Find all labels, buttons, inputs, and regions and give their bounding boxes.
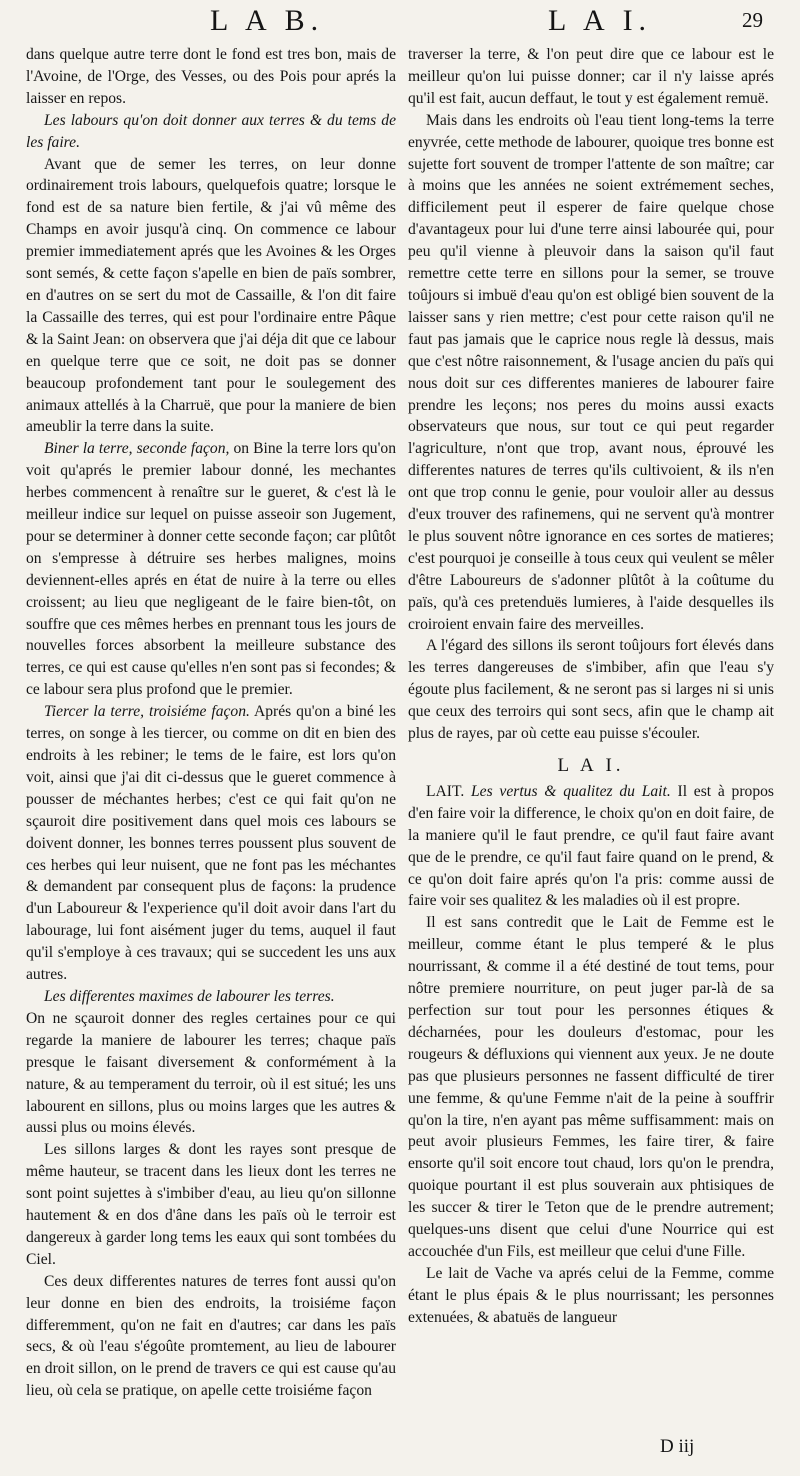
paragraph: Il est sans contredit que le Lait de Femme est le meilleur, comme étant le plus temperé & le plus nourrissant, & comme il a été destiné de tout tems, pour nôtre premiere nourriture, on peut juger par-là de sa perfection sur tout pour les personnes étiques & décharnées, pour les douleurs d'estomac, pour les rougeurs & défluxions qui viennent aux yeux. Je ne doute pas que plusieurs personnes ne fassent difficulté de tirer une femme, & qu'une Femme n'ait de la peine à souffrir qu'on la tire, n'en ayant pas même suffisamment: mais on peut avoir plusieurs Femmes, les faire tirer, & faire ensorte qu'il soit encore tout chaud, lors qu'on le prendra, quoique pourtant il est plus souverain aux phtisiques de les succer & tirer le Teton que de le prendre autrement; quelques-uns disent que celui d'une Nourrice qui est accouchée d'un Fils, est meilleur que celui d'une Fille. <box>408 914 774 1260</box>
paragraph <box>26 701 396 986</box>
paragraph: A l'égard des sillons ils seront toûjours fort élevés dans les terres dangereuses de s'imbiber, afin que l'eau s'y égoute plus facilement, & ne seront pas si larges ni si unis que ceux des terroirs qui sont secs, afin que le champ ait plus de rayes, par où cette eau puisse s'écouler. <box>408 637 774 743</box>
signature-mark: D iij <box>660 1436 695 1457</box>
lead-phrase: Tiercer la terre, troisiéme façon. <box>44 703 250 721</box>
running-header <box>0 4 800 44</box>
paragraph <box>26 438 396 701</box>
paragraph: traverser la terre, & l'on peut dire que ce labour est le meilleur qu'on lui puisse donner; car il n'y laisse aprés qu'il est fait, aucun deffaut, le tout y est également remuë. <box>408 46 774 107</box>
header-right-word: L A I. <box>548 4 653 37</box>
lead-phrase: Les vertus & qualitez du Lait. <box>464 782 671 800</box>
paragraph: Mais dans les endroits où l'eau tient long-tems la terre enyvrée, cette methode de labourer, quoique tres bonne est sujette fort souvent de tromper l'attente de son maître; car à moins que les années ne soient extrémement seches, difficilement peut il esperer de faire quelque chose d'avantageux pour lui d'une terre ainsi labourée qui, pour peu qu'il vienne à pleuvoir dans la saison qu'il faut remettre cette terre en sillons pour la semer, se trouve toûjours si imbuë d'eau qu'on est obligé bien souvent de la laisser sans y rien mettre; c'est pour cette raison qu'il ne faut pas jamais que le caprice nous regle là dessus, mais que c'est nôtre raisonnement, & l'usage ancien du païs qui nous doit sur ces differentes manieres de labourer faire prendre les leçons; nos peres du moins aussi exacts observateurs que nous, sur tout ce qui peut regarder l'agriculture, n'ont que trop, avant nous, éprouvé les differentes natures de terres qu'ils cultivoient, & ils n'en ont que trop connu le genie, pour vouloir aller au dessus d'eux trouver des rafinemens, qui ne servent qu'à montrer le plus souvent nôtre ignorance en ces sortes de matieres; c'est pourquoi je conseille à tous ceux qui veulent se mêler d'être Laboureurs de s'adonner plûtôt à la coûtume du païs, qu'à ces pretenduës lumieres, à l'aide desquelles ils croiroient envain faire des merveilles. <box>408 111 774 633</box>
page-number: 29 <box>742 8 763 32</box>
paragraph-text: on Bine la terre lors qu'on voit qu'aprés le premier labour donné, les mechantes herbes commencent à renaître sur le gueret, & c'est là le meilleur indice sur lequel on puisse asseoir son Jugement, pour se determiner à donner cette seconde façon; car plûtôt on s'empresse à détruire ses herbes malignes, moins deviennent-elles aprés en état de nuire à la terre ou elles croissent; au lieu que negligeant de le faire bien-tôt, on souffre que ces mêmes herbes en prennant tous les jours de nouvelles forces absorbent la meilleure substance des terres, ce qui est cause qu'elles n'en sont pas si fecondes; & ce labour sera plus profond que le premier. <box>26 440 397 699</box>
section-heading: L A I. <box>557 755 625 776</box>
right-text-column <box>408 44 774 1329</box>
paragraph-text: Aprés qu'on a biné les terres, on songe à les tiercer, ou comme on dit en bien des endroits à les rebiner; le tems de le faire, est lors qu'on voit, ainsi que j'ai dit ci-dessus que le gueret commence à pousser de méchantes herbes; c'est ce qui fait qu'on ne sçauroit dire positivement dans quel mois ces labours se doivent donner, les bonnes terres poussent plus souvent de ces herbes qui leur nuisent, que ne font pas les méchantes & demandent par consequent plus de façons: la prudence d'un Laboureur & l'experience qu'il doit avoir dans l'art du labourage, lui font aisément juger du tems, auquel il faut qu'il s'employe à ces travaux; qui se succedent les uns aux autres. <box>26 703 396 984</box>
paragraph-text: Il est à propos d'en faire voir la difference, le choix qu'on en doit faire, de la maniere qu'il le faut prendre, ce qu'il faut faire avant que de le prendre, ce qu'il faut faire quand on le prend, & ce qu'on doit faire aprés qu'on l'a pris: comme aussi de faire voir ses qualitez & les maladies où il est propre. <box>408 782 775 910</box>
lead-phrase: Biner la terre, seconde façon, <box>44 440 230 458</box>
subheading: Les labours qu'on doit donner aux terres & du tems de les faire. <box>26 111 396 151</box>
subheading: Les differentes maximes de labourer les terres. <box>44 987 335 1005</box>
paragraph: Le lait de Vache va aprés celui de la Femme, comme étant le plus épais & le plus nourrissant; les personnes extenuées, & abatuës de langueur <box>408 1264 774 1326</box>
paragraph: Avant que de semer les terres, on leur donne ordinairement trois labours, quelquefois quatre; lorsque le fond est de sa nature bien fertile, & j'ai vû même des Champs en avoir jusqu'à cinq. On commence ce labour premier immediatement aprés que les Avoines & les Orges sont semés, & cette façon s'apelle en bien de païs sombrer, en d'autres on se sert du mot de Cassaille, & l'on dit faire la Cassaille des terres, qui est pour l'ordinaire entre Pâque & la Saint Jean: on observera que j'ai déja dit que ce labour en quelque terre que ce soit, ne doit pas se donner beaucoup profondement tant pour le soulegement des animaux attellés à la Charruë, que pour la maniere de bien ameublir la terre dans la suite. <box>26 155 397 436</box>
header-left-word: L A B. <box>210 4 325 37</box>
paragraph: dans quelque autre terre dont le fond est tres bon, mais de l'Avoine, de l'Orge, des Vesses, ou des Pois pour aprés la laisser en repos. <box>26 46 396 107</box>
paragraph: Les sillons larges & dont les rayes sont presque de même hauteur, se tracent dans les lieux dont les terres ne sont point sujettes à s'imbiber d'eau, au lieu qu'on sillonne hautement & en dos d'âne dans les païs où le terroir est dangereux à garder long tems les eaux qui sont tombées du Ciel. <box>26 1141 396 1268</box>
paragraph: On ne sçauroit donner des regles certaines pour ce qui regarde la maniere de labourer les terres; chaque païs presque le faisant diversement & conformément à la nature, & au temperament du terroir, où il est situé; les uns labourent en sillons, plus ou moins larges que les autres & aussi plus ou moins élevés. <box>26 1009 396 1137</box>
paragraph: Ces deux differentes natures de terres font aussi qu'on leur donne en bien des endroits, la troisiéme façon differemment, qu'on ne fait en d'autres; car dans les païs secs, & où l'eau s'égoûte promtement, au lieu de labourer en droit sillon, on le prend de travers ce qui est cause qu'au lieu, où cela se pratique, on apelle cette troisiéme façon <box>26 1272 396 1400</box>
left-text-column <box>26 44 396 1402</box>
dictionary-entry <box>408 781 774 912</box>
entry-word: LAIT. <box>426 782 465 800</box>
